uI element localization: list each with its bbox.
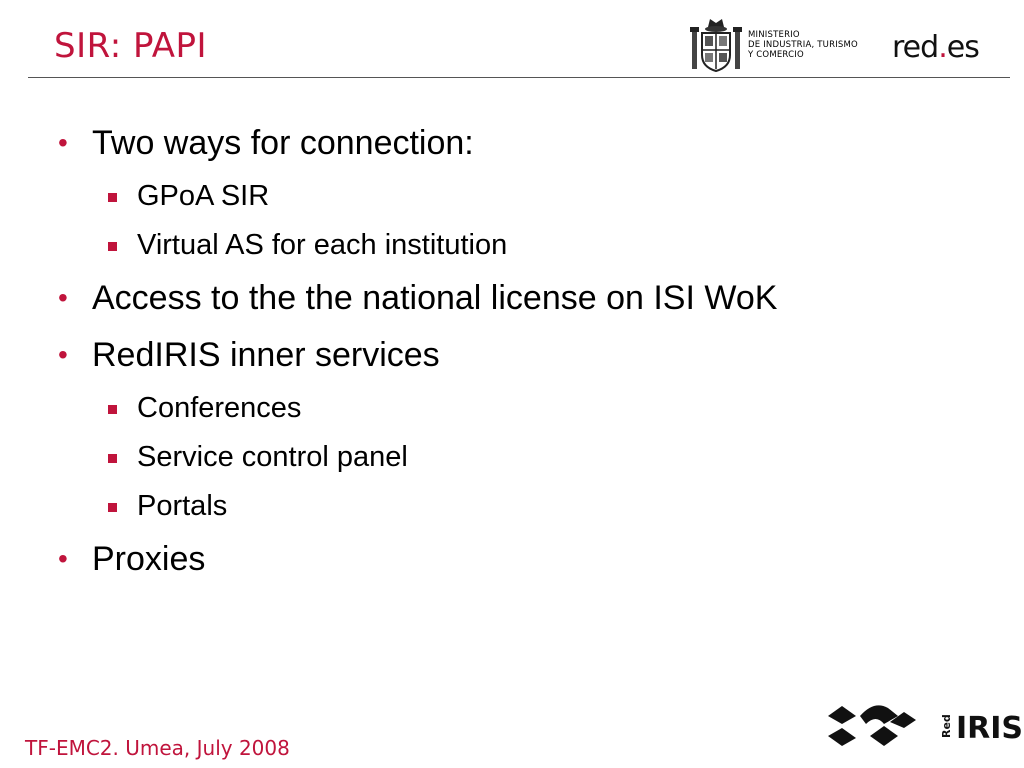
bullet-item (58, 534, 998, 584)
sub-bullet-text: Service control panel (137, 441, 408, 473)
redes-logo-dot: . (938, 30, 947, 65)
square-bullet-icon (108, 503, 117, 512)
redes-logo-part: red (892, 30, 939, 65)
footer-text: TF-EMC2. Umea, July 2008 (25, 736, 290, 760)
ministry-line: Y COMERCIO (748, 50, 804, 60)
ministry-line: DE INDUSTRIA, TURISMO (748, 40, 858, 50)
rediris-logo-red: Red (940, 714, 953, 738)
bullet-list (58, 118, 998, 591)
bullet-item (58, 118, 998, 168)
sub-bullet-item (58, 485, 998, 527)
bullet-dot-icon: • (58, 339, 68, 370)
rediris-logo (826, 698, 1024, 748)
bullet-item (58, 330, 998, 380)
square-bullet-icon (108, 454, 117, 463)
ministry-logo (690, 16, 858, 74)
square-bullet-icon (108, 193, 117, 202)
bullet-dot-icon: • (58, 127, 68, 158)
slide-title: SIR: PAPI (54, 26, 208, 66)
sub-bullet-text: Portals (137, 490, 228, 522)
ministry-name (748, 30, 858, 60)
title-divider (28, 77, 1010, 78)
bullet-item (58, 273, 998, 323)
bullet-dot-icon: • (58, 543, 68, 574)
rediris-symbol-icon (828, 705, 916, 746)
bullet-text: Proxies (92, 540, 206, 578)
redes-logo (892, 30, 979, 65)
sub-bullet-item (58, 175, 998, 217)
coat-of-arms-icon (690, 17, 742, 73)
bullet-text: RedIRIS inner services (92, 336, 440, 374)
rediris-logo-iris: IRIS (956, 711, 1024, 746)
bullet-dot-icon: • (58, 282, 68, 313)
ministry-line: MINISTERIO (748, 30, 800, 40)
square-bullet-icon (108, 405, 117, 414)
sub-bullet-text: Virtual AS for each institution (137, 229, 508, 261)
sub-bullet-item (58, 387, 998, 429)
bullet-text: Access to the the national license on ISI WoK (92, 279, 778, 317)
square-bullet-icon (108, 242, 117, 251)
bullet-text: Two ways for connection: (92, 124, 474, 162)
sub-bullet-item (58, 224, 998, 266)
sub-bullet-text: Conferences (137, 392, 302, 424)
redes-logo-part: es (946, 30, 979, 65)
sub-bullet-text: GPoA SIR (137, 180, 270, 212)
sub-bullet-item (58, 436, 998, 478)
